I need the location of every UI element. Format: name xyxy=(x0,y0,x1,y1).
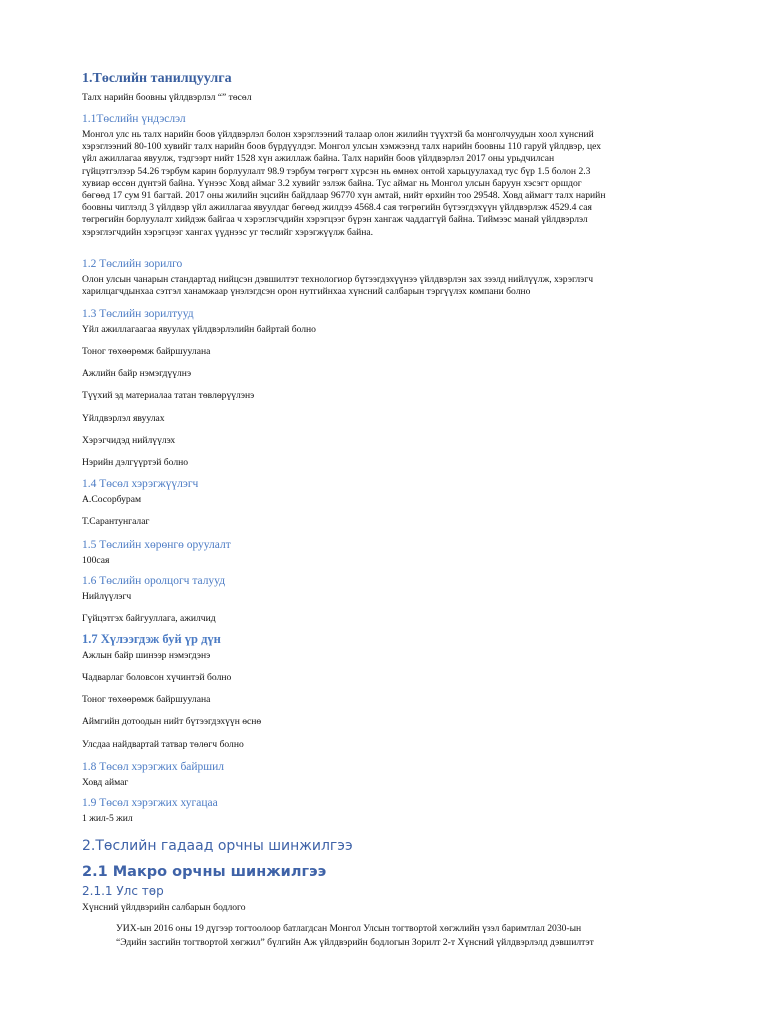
heading-1-7: 1.7 Хүлээгдэж буй үр дүн xyxy=(82,632,221,646)
list-item: Гүйцэтгэх байгууллага, ажилчид xyxy=(82,613,216,624)
paragraph-1-1 xyxy=(82,129,687,239)
list-item: Үйлдвэрлэл явуулах xyxy=(82,413,165,424)
heading-1-9: 1.9 Төсөл хэрэгжих хугацаа xyxy=(82,797,218,809)
paragraph-line: үйл ажиллагаа явуулж, тэдгээрт нийт 1528 хүн ажиллаж байна. Талх нарийн боов үйлдвэрлэл 2017 оны урьдчилсан xyxy=(82,153,555,165)
heading-1-1: 1.1Төслийн үндэслэл xyxy=(82,113,186,125)
paragraph-line: гүйцэтгэлээр 54.26 тэрбум карин борлуулалт 98.9 тэрбум төгрөгт хүрсэн нь өмнөх онтой харьцуулахад тус бүр 1.5 болон 2.3 xyxy=(82,165,591,177)
paragraph-line: хэрэглэгчдийн хэрэгцээг хангах үүднээс уг төслийг хэрэгжүүлж байна. xyxy=(82,226,374,238)
heading-1-5: 1.5 Төслийн хөрөнгө оруулалт xyxy=(82,539,231,551)
paragraph-line: УИХ-ын 2016 оны 19 дүгээр тогтоолоор батлагдсан Монгол Улсын тогтвортой хөгжлийн үзэл баримтлал 2030-ын xyxy=(116,923,582,934)
section-1-title: 1.Төслийн танилцуулга xyxy=(82,71,232,86)
paragraph-line: “Эдийн засгийн тогтвортой хөгжил” бүлгийн Аж үйлдвэрийн бодлогын Зорилт 2-т Хүнсний үйлдвэрлэлд дэвшилтэт xyxy=(116,937,594,948)
paragraph-line: төгрөгийн борлуулалт хийдэж байгаа ч хэрэглэгчдийн хэрэгцээг бүрэн хангаж чаддаггүй байна. Тиймээс манай үйлдвэрлэл xyxy=(82,214,588,226)
list-item: Үйл ажиллагаагаа явуулах үйлдвэрлэлийн байртай болно xyxy=(82,324,316,335)
paragraph-line: бөгөөд 17 сум 91 багтай. 2017 оны жилийн эцсийн байдлаар 96770 хүн амтай, нийт өрхийн тоо 29548. Ховд аймагт талх нарийн xyxy=(82,190,606,202)
heading-1-3: 1.3 Төслийн зорилтууд xyxy=(82,308,194,320)
list-item: Ховд аймаг xyxy=(82,777,129,788)
heading-2-1-1: 2.1.1 Улс төр xyxy=(82,884,164,898)
subheading-food-policy: Хүнсний үйлдвэрийн салбарын бодлого xyxy=(82,902,246,913)
paragraph-1-2 xyxy=(82,274,687,298)
list-item: 100сая xyxy=(82,555,110,566)
list-item: Ажлийн байр нэмэгдүүлнэ xyxy=(82,368,192,379)
list-item: Чадварлаг боловсон хүчинтэй болно xyxy=(82,672,232,683)
list-item: Тоног төхөөрөмж байршуулана xyxy=(82,346,211,357)
paragraph-line: Монгол улс нь талх нарийн боов үйлдвэрлэл болон хэрэглээний талаар олон жилийн түүхтэй ба монголчуудын хоол хүнсний xyxy=(82,129,594,140)
list-item: Түүхий эд материалаа татан төвлөрүүлэнэ xyxy=(82,390,255,401)
list-item: 1 жил-5 жил xyxy=(82,813,133,824)
list-item: Нэрийн дэлгүүртэй болно xyxy=(82,457,189,468)
heading-1-4: 1.4 Төсөл хэрэгжүүлэгч xyxy=(82,478,199,490)
list-item: Улсдаа найдвартай татвар төлөгч болно xyxy=(82,739,244,750)
list-item: Аймгийн дотоодын нийт бүтээгдэхүүн өснө xyxy=(82,716,262,727)
paragraph-line: хэрэглээний 80-100 хувийг талх нарийн боов бүрдүүлдэг. Монгол улсын хэмжээнд талх нарийн боовны 110 гаруй үйлдвэр, цех xyxy=(82,141,602,153)
list-item: Т.Сарантунгалаг xyxy=(82,516,150,527)
paragraph-line: хувиар өссөн дүнтэй байна. Үүнээс Ховд аймаг 3.2 хувийг эзлэж байна. Тус аймаг нь Монгол улсын баруун хэсэгт оршдог xyxy=(82,177,582,189)
heading-1-8: 1.8 Төсөл хэрэгжих байршил xyxy=(82,761,225,773)
heading-1-2: 1.2 Төслийн зорилго xyxy=(82,258,183,270)
list-item: Хэрэгчидэд нийлүүлэх xyxy=(82,435,176,446)
heading-2-1: 2.1 Макро орчны шинжилгээ xyxy=(82,864,327,880)
paragraph-line: харилцагчдынхаа сэтгэл ханамжаар үнэлэгдсэн орон нутгийнхаа хүнсний салбарын тэргүүлэх компани болно xyxy=(82,286,531,298)
project-subtitle: Талх нарийн боовны үйлдвэрлэл “” төсөл xyxy=(82,92,252,103)
list-item: А.Сосорбурам xyxy=(82,494,142,505)
paragraph-line: боовны чиглэлд 3 үйлдвэр үйл ажиллагаа явуулдаг бөгөөд жилдээ 4568.4 сая төгрөгийн бүтээгдэхүүн үйлдвэрлэж 4529.4 сая xyxy=(82,202,592,214)
section-2-title: 2.Төслийн гадаад орчны шинжилгээ xyxy=(82,838,353,854)
list-item: Ажлын байр шинээр нэмэгдэнэ xyxy=(82,650,211,661)
list-item: Нийлүүлэгч xyxy=(82,591,132,602)
list-item: Тоног төхөөрөмж байршуулана xyxy=(82,694,211,705)
paragraph-line: Олон улсын чанарын стандартад нийцсэн дэвшилтэт технологиор бүтээгдэхүүнээ үйлдвэрлэн зах зээлд нийлүүлж, хэрэглэгч xyxy=(82,274,594,285)
paragraph-2-1-1 xyxy=(116,922,686,950)
heading-1-6: 1.6 Төслийн оролцогч талууд xyxy=(82,575,226,587)
